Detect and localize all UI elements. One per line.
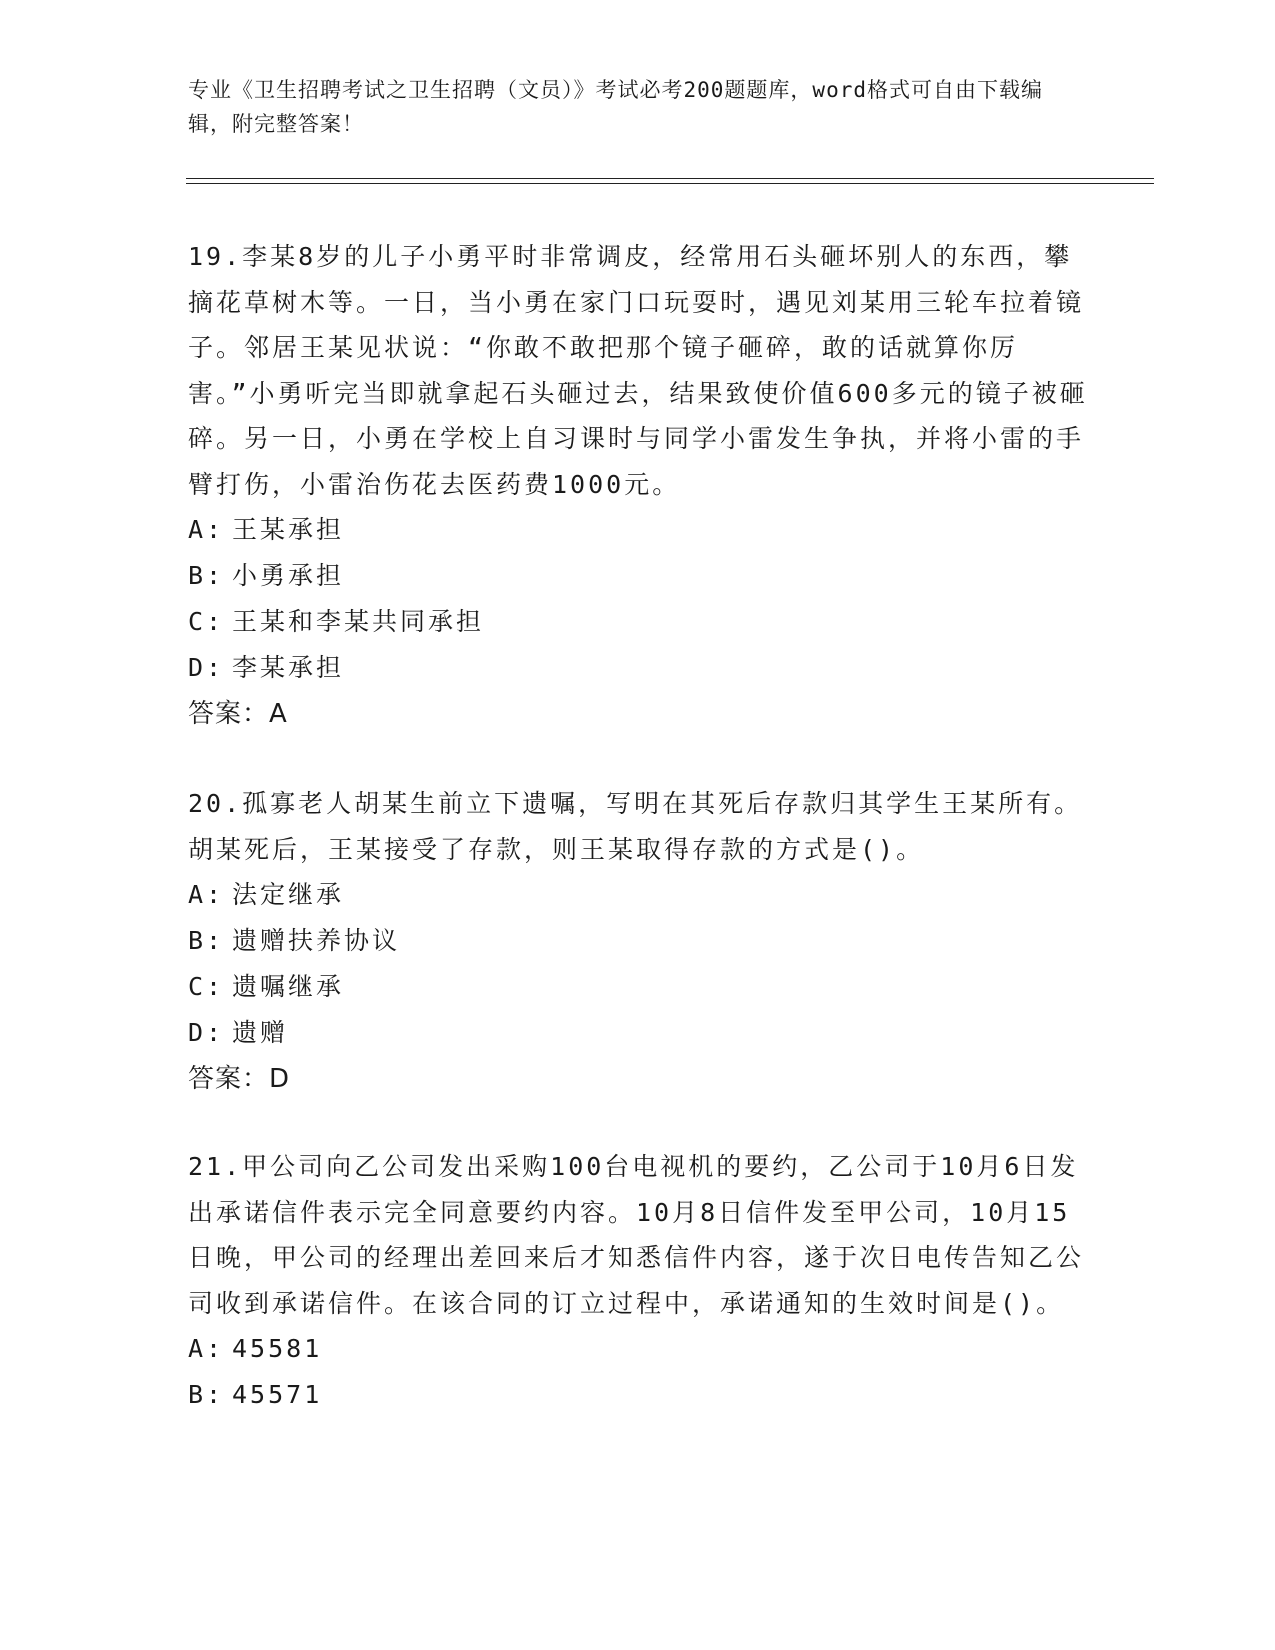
question-text <box>188 1144 1088 1326</box>
option-c <box>188 964 1088 1010</box>
option-c <box>188 599 1088 645</box>
option-text: 45571 <box>232 1380 323 1409</box>
option-text: 王某和李某共同承担 <box>232 607 485 636</box>
option-letter: C: <box>188 972 225 1001</box>
option-text: 李某承担 <box>232 653 345 682</box>
option-b <box>188 553 1088 599</box>
header-rule-bottom <box>186 183 1154 184</box>
question-19 <box>188 234 1088 737</box>
header-rule-top <box>186 178 1154 179</box>
option-letter: B: <box>188 1380 225 1409</box>
option-letter: B: <box>188 926 225 955</box>
option-text: 小勇承担 <box>232 561 345 590</box>
header-double-rule <box>186 178 1154 184</box>
option-text: 王某承担 <box>232 515 345 544</box>
answer-line: 答案：A <box>188 699 288 729</box>
option-letter: A: <box>188 515 225 544</box>
option-text: 遗赠扶养协议 <box>232 926 401 955</box>
option-d <box>188 1010 1088 1056</box>
option-text: 遗赠 <box>232 1018 289 1047</box>
question-body: 甲公司向乙公司发出采购100台电视机的要约，乙公司于10月6日发出承诺信件表示完全同意要约内容。10月8日信件发至甲公司，10月15日晚，甲公司的经理出差回来后才知悉信件内容，遂于次日电传告知乙公司收到承诺信件。在该合同的订立过程中，承诺通知的生效时间是()。 <box>188 1152 1085 1318</box>
option-d <box>188 645 1088 691</box>
question-number: 21. <box>188 1152 243 1181</box>
option-text: 法定继承 <box>232 880 345 909</box>
question-body: 孤寡老人胡某生前立下遗嘱，写明在其死后存款归其学生王某所有。胡某死后，王某接受了存款，则王某取得存款的方式是()。 <box>188 789 1083 864</box>
question-text <box>188 234 1088 507</box>
option-a <box>188 507 1088 553</box>
question-20 <box>188 781 1088 1102</box>
option-b <box>188 1372 1088 1418</box>
option-letter: A: <box>188 880 225 909</box>
question-text <box>188 781 1088 872</box>
answer-line: 答案：D <box>188 1064 291 1094</box>
question-number: 19. <box>188 242 243 271</box>
option-a <box>188 872 1088 918</box>
option-b <box>188 918 1088 964</box>
option-text: 遗嘱继承 <box>232 972 345 1001</box>
option-letter: B: <box>188 561 225 590</box>
option-letter: D: <box>188 1018 225 1047</box>
document-header: 专业《卫生招聘考试之卫生招聘（文员）》考试必考200题题库，word格式可自由下载编辑，附完整答案！ <box>188 78 1043 136</box>
option-letter: C: <box>188 607 225 636</box>
option-text: 45581 <box>232 1334 323 1363</box>
question-number: 20. <box>188 789 243 818</box>
option-letter: A: <box>188 1334 225 1363</box>
option-letter: D: <box>188 653 225 682</box>
question-body: 李某8岁的儿子小勇平时非常调皮，经常用石头砸坏别人的东西，攀摘花草树木等。一日，当小勇在家门口玩耍时，遇见刘某用三轮车拉着镜子。邻居王某见状说：“你敢不敢把那个镜子砸碎，敢的话就算你厉害。”小勇听完当即就拿起石头砸过去，结果致使价值600多元的镜子被砸碎。另一日，小勇在学校上自习课时与同学小雷发生争执，并将小雷的手臂打伤，小雷治伤花去医药费1000元。 <box>188 242 1088 499</box>
option-a <box>188 1326 1088 1372</box>
question-21 <box>188 1144 1088 1418</box>
